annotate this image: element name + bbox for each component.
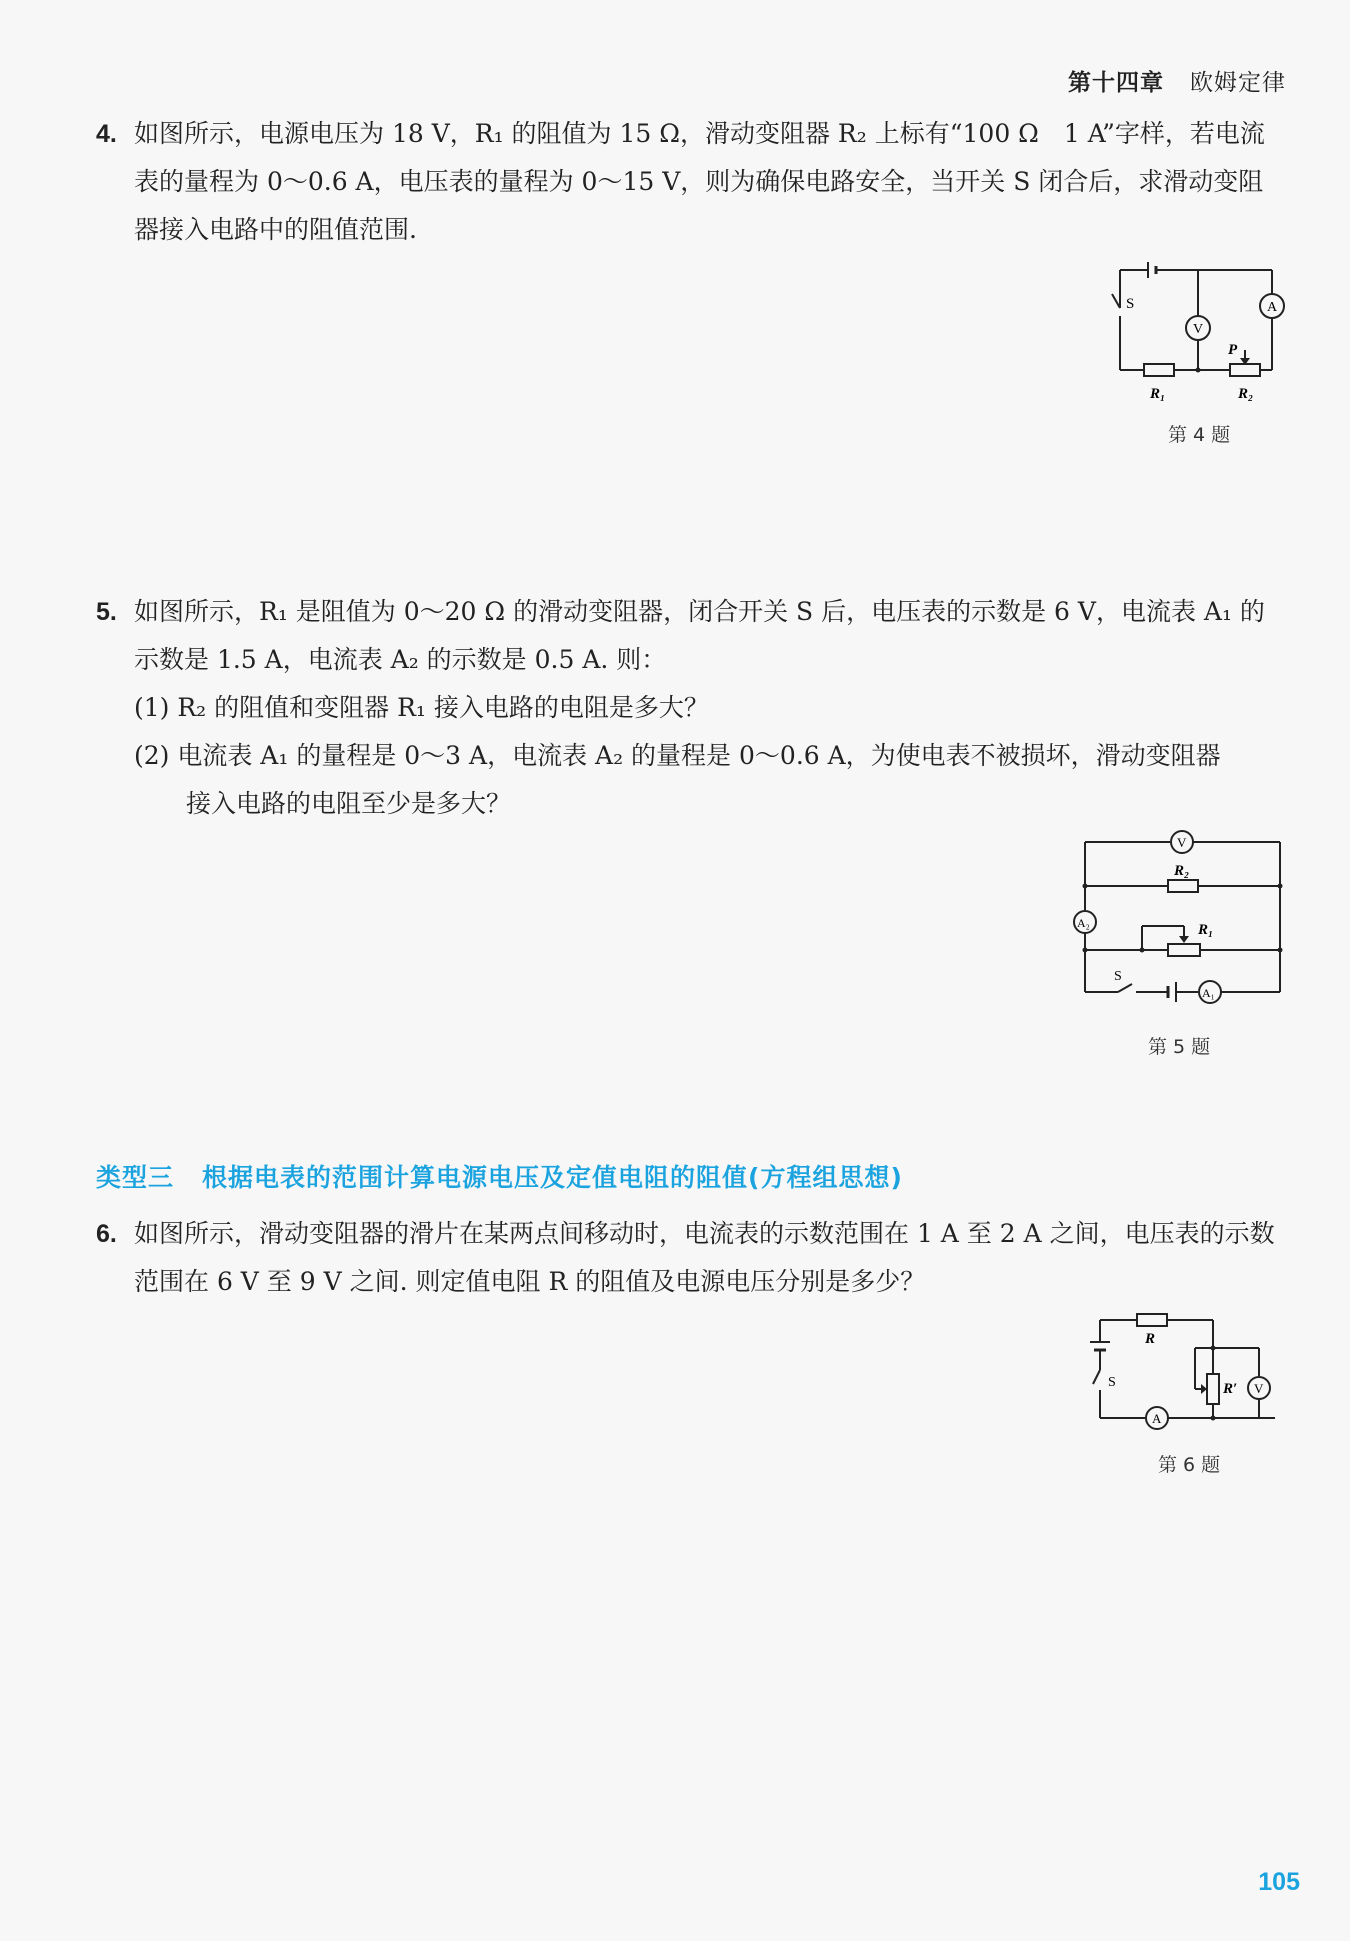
voltmeter-label: V [1193,322,1204,337]
question-5 [96,588,1286,828]
section-title: 根据电表的范围计算电源电压及定值电阻的阻值(方程组思想) [202,1163,903,1192]
rprime-label: R′ [1223,1381,1238,1397]
figure-caption-q4: 第 4 题 [1168,424,1231,446]
section-type: 类型三 [96,1163,175,1192]
chapter-title: 欧姆定律 [1190,70,1286,96]
figure-caption-q6: 第 6 题 [1158,1454,1221,1476]
voltmeter-label: V [1177,835,1187,850]
voltmeter-label: V [1254,1381,1264,1396]
ammeter-label: A [1152,1411,1162,1426]
figure-caption-q5: 第 5 题 [1148,1036,1211,1058]
question-number: 6. [96,1220,117,1248]
chapter-number: 第十四章 [1068,70,1164,96]
circuit-diagram-q5 [1070,830,1290,1010]
ammeter-a2-label: A₂ [1077,916,1090,930]
r-label: R [1145,1331,1156,1347]
sub-question-2-continued: 接入电路的电阻至少是多大？ [186,789,512,818]
question-number: 4. [96,120,117,148]
switch-label: S [1108,1375,1116,1390]
question-6 [96,1210,1286,1306]
question-number: 5. [96,598,117,626]
circuit-diagram-q6 [1085,1308,1285,1438]
ammeter-a1-label: A₁ [1202,986,1215,1000]
switch-label: S [1126,296,1135,312]
question-text: 如图所示，电源电压为 18 V，R₁ 的阻值为 15 Ω，滑动变阻器 R₂ 上标有“100 Ω 1 A”字样，若电流表的量程为 0～0.6 A，电压表的量程为 0～15 V，则为确保电路安全，当开关 S 闭合后，求滑动变阻器接入电路中的阻值范围. [134,119,1265,244]
page-number: 105 [1258,1868,1300,1896]
sub-question-2: (2) 电流表 A₁ 的量程是 0～3 A，电流表 A₂ 的量程是 0～0.6 A，为使电表不被损坏，滑动变阻器 [134,741,1221,770]
question-4 [96,110,1286,254]
page-header [1068,64,1286,97]
slider-label: P [1228,342,1238,358]
circuit-diagram-q4 [1100,258,1290,408]
question-text: 如图所示，滑动变阻器的滑片在某两点间移动时，电流表的示数范围在 1 A 至 2 A 之间，电压表的示数范围在 6 V 至 9 V 之间. 则定值电阻 R 的阻值及电源电压分别是多少？ [134,1219,1275,1296]
r1-label: R₁ [1198,922,1214,938]
section-heading [96,1158,903,1194]
switch-label: S [1114,969,1122,984]
r1-label: R₁ [1150,386,1166,402]
r2-label: R₂ [1238,386,1254,402]
r2-label: R₂ [1174,863,1190,879]
ammeter-label: A [1267,300,1278,315]
sub-question-1: (1) R₂ 的阻值和变阻器 R₁ 接入电路的电阻是多大？ [134,693,709,722]
question-text: 如图所示，R₁ 是阻值为 0～20 Ω 的滑动变阻器，闭合开关 S 后，电压表的示数是 6 V，电流表 A₁ 的示数是 1.5 A，电流表 A₂ 的示数是 0.5 A. 则： [134,597,1265,674]
